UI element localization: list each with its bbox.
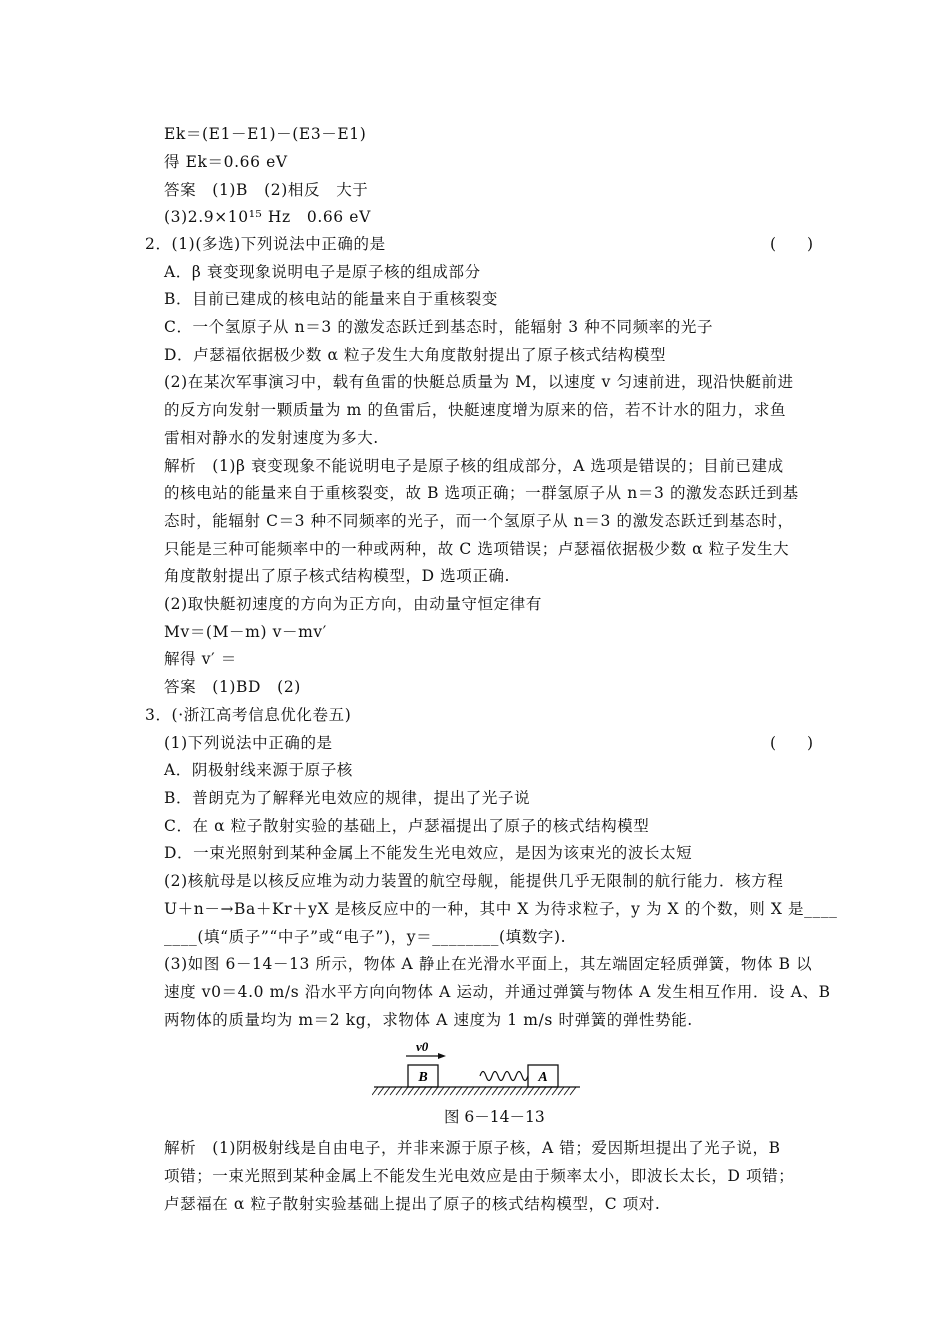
text-line: 雷相对静水的发射速度为多大. <box>164 429 379 447</box>
block-b-label: B <box>418 1070 428 1085</box>
option-d: D．卢瑟福依据极少数 α 粒子发生大角度散射提出了原子核式结构模型 <box>164 346 667 364</box>
hatch-mark <box>444 1087 450 1095</box>
option-a: A．阴极射线来源于原子核 <box>164 761 353 779</box>
text-line: U＋n－→Ba＋Kr＋yX 是核反应中的一种，其中 X 为待求粒子，y 为 X 的个数，则 X 是____ <box>164 900 838 918</box>
answer-blank: ( ) <box>770 734 814 752</box>
hatch-mark <box>486 1087 492 1095</box>
hatch-mark <box>558 1087 564 1095</box>
hatch-mark <box>492 1087 498 1095</box>
hatch-mark <box>450 1087 456 1095</box>
velocity-label: v0 <box>416 1040 429 1054</box>
text-line: (3)2.9×10¹⁵ Hz 0.66 eV <box>164 208 371 226</box>
option-c: C．在 α 粒子散射实验的基础上，卢瑟福提出了原子的核式结构模型 <box>164 817 650 835</box>
ground-hatching <box>372 1087 576 1095</box>
answer-blank: ( ) <box>770 235 814 253</box>
hatch-mark <box>426 1087 432 1095</box>
hatch-mark <box>510 1087 516 1095</box>
hatch-mark <box>378 1087 384 1095</box>
spring-blocks-figure <box>372 1040 582 1102</box>
hatch-mark <box>570 1087 576 1095</box>
hatch-mark <box>462 1087 468 1095</box>
hatch-mark <box>372 1087 378 1095</box>
velocity-arrowhead <box>438 1053 446 1059</box>
hatch-mark <box>414 1087 420 1095</box>
spring <box>480 1072 528 1081</box>
hatch-mark <box>402 1087 408 1095</box>
hatch-mark <box>522 1087 528 1095</box>
text-line: ____(填“质子”“中子”或“电子”)，y＝________(填数字). <box>164 928 567 946</box>
hatch-mark <box>516 1087 522 1095</box>
hatch-mark <box>420 1087 426 1095</box>
hatch-mark <box>432 1087 438 1095</box>
hatch-mark <box>564 1087 570 1095</box>
text-line: 的反方向发射一颗质量为 m 的鱼雷后，快艇速度增为原来的倍，若不计水的阻力，求鱼 <box>164 401 787 419</box>
equation-line: Mv＝(M－m) v－mv′ <box>164 623 327 641</box>
hatch-mark <box>408 1087 414 1095</box>
option-b: B．目前已建成的核电站的能量来自于重核裂变 <box>164 290 498 308</box>
option-c: C．一个氢原子从 n＝3 的激发态跃迁到基态时，能辐射 3 种不同频率的光子 <box>164 318 714 336</box>
answer-line: 答案 (1)BD (2) <box>164 678 301 696</box>
option-b: B．普朗克为了解释光电效应的规律，提出了光子说 <box>164 789 531 807</box>
text-line: 得 Ek＝0.66 eV <box>164 153 288 171</box>
figure-caption: 图 6－14－13 <box>444 1108 545 1126</box>
hatch-mark <box>474 1087 480 1095</box>
hatch-mark <box>552 1087 558 1095</box>
analysis-line: (2)取快艇初速度的方向为正方向，由动量守恒定律有 <box>164 595 542 613</box>
hatch-mark <box>456 1087 462 1095</box>
hatch-mark <box>540 1087 546 1095</box>
analysis-line: 解析 (1)β 衰变现象不能说明电子是原子核的组成部分，A 选项是错误的；目前已建成 <box>164 457 784 475</box>
hatch-mark <box>438 1087 444 1095</box>
question-2-stem: 2．(1)(多选)下列说法中正确的是 <box>145 235 386 253</box>
hatch-mark <box>504 1087 510 1095</box>
analysis-line: 卢瑟福在 α 粒子散射实验基础上提出了原子的核式结构模型，C 项对. <box>164 1195 661 1213</box>
equation-line: 解得 v′ ＝ <box>164 650 237 668</box>
text-line: (2)在某次军事演习中，载有鱼雷的快艇总质量为 M，以速度 v 匀速前进，现沿快艇前进 <box>164 373 794 391</box>
text-line: 两物体的质量均为 m＝2 kg，求物体 A 速度为 1 m/s 时弹簧的弹性势能. <box>164 1011 693 1029</box>
hatch-mark <box>396 1087 402 1095</box>
text-line: (1)下列说法中正确的是 <box>164 734 333 752</box>
block-a-label: A <box>538 1070 548 1085</box>
text-line: (2)核航母是以核反应堆为动力装置的航空母舰，能提供几乎无限制的航行能力．核方程 <box>164 872 784 890</box>
hatch-mark <box>468 1087 474 1095</box>
hatch-mark <box>546 1087 552 1095</box>
analysis-line: 角度散射提出了原子核式结构模型，D 选项正确. <box>164 567 511 585</box>
analysis-line: 只能是三种可能频率中的一种或两种，故 C 选项错误；卢瑟福依据极少数 α 粒子发生大 <box>164 540 790 558</box>
hatch-mark <box>498 1087 504 1095</box>
hatch-mark <box>480 1087 486 1095</box>
hatch-mark <box>384 1087 390 1095</box>
analysis-line: 项错；一束光照到某种金属上不能发生光电效应是由于频率太小，即波长太长，D 项错； <box>164 1167 795 1185</box>
hatch-mark <box>534 1087 540 1095</box>
option-d: D．一束光照射到某种金属上不能发生光电效应，是因为该束光的波长太短 <box>164 844 693 862</box>
text-line: (3)如图 6－14－13 所示，物体 A 静止在光滑水平面上，其左端固定轻质弹簧，物体 B 以 <box>164 955 813 973</box>
text-line: 答案 (1)B (2)相反 大于 <box>164 181 369 199</box>
analysis-line: 的核电站的能量来自于重核裂变，故 B 选项正确；一群氢原子从 n＝3 的激发态跃迁到基 <box>164 484 799 502</box>
analysis-line: 解析 (1)阴极射线是自由电子，并非来源于原子核，A 错；爱因斯坦提出了光子说，B <box>164 1139 781 1157</box>
question-3-stem: 3．(·浙江高考信息优化卷五) <box>145 706 352 724</box>
analysis-line: 态时，能辐射 C＝3 种不同频率的光子，而一个氢原子从 n＝3 的激发态跃迁到基态时， <box>164 512 794 530</box>
text-line: Ek＝(E1－E1)－(E3－E1) <box>164 125 367 143</box>
text-line: 速度 v0＝4.0 m/s 沿水平方向向物体 A 运动，并通过弹簧与物体 A 发生相互作用．设 A、B <box>164 983 831 1001</box>
option-a: A．β 衰变现象说明电子是原子核的组成部分 <box>164 263 481 281</box>
hatch-mark <box>390 1087 396 1095</box>
hatch-mark <box>528 1087 534 1095</box>
